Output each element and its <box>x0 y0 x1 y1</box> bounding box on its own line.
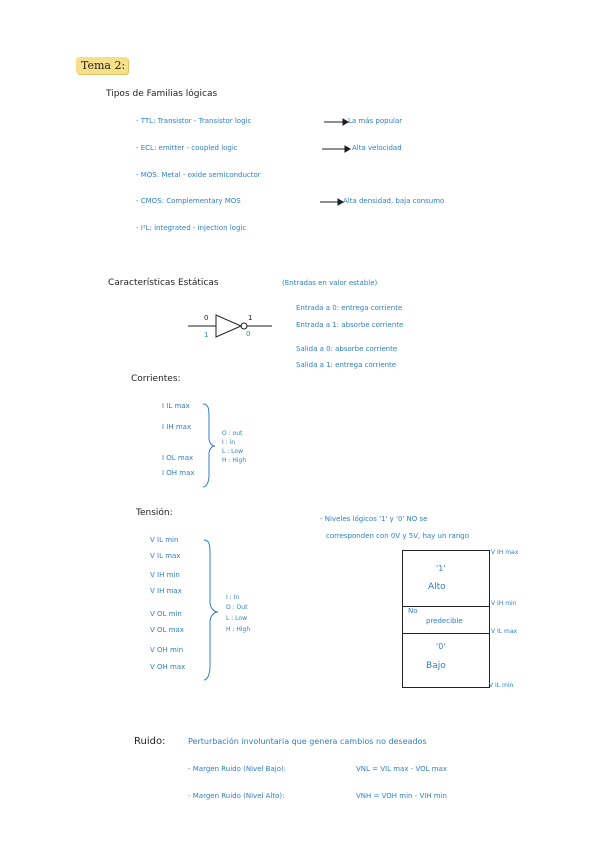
niveles-note-line2: corresponden con 0V y 5V, hay un rango <box>326 532 469 540</box>
corriente-iih-max: I IH max <box>162 423 192 431</box>
corriente-iol-max: I OL max <box>162 454 194 462</box>
level-alto-digit: '1' <box>436 564 446 573</box>
family-ttl: - TTL: Transistor - Transistor logic <box>136 117 252 125</box>
corriente-legend-l: L : Low <box>222 448 243 455</box>
family-cmos: - CMOS: Complementary MOS <box>136 197 241 205</box>
tension-vil-max: V IL max <box>150 552 181 560</box>
corrientes-brace <box>203 404 215 487</box>
tension-vil-min: V IL min <box>150 536 179 544</box>
level-label-vih-max: V IH max <box>491 549 519 556</box>
note-salida-1: Salida a 1: entrega corriente <box>296 361 397 369</box>
ruido-definition: Perturbación involuntaria que genera cambios no deseados <box>188 737 427 746</box>
gate-out-top: 1 <box>248 314 253 322</box>
static-heading: Características Estáticas <box>108 278 219 288</box>
tension-brace <box>204 540 218 680</box>
tension-vih-max: V IH max <box>150 587 182 595</box>
arrow-ecl-head <box>345 146 350 152</box>
tension-heading: Tensión: <box>136 508 173 518</box>
gate-in-top: 0 <box>204 314 209 322</box>
level-alto: Alto <box>428 582 446 592</box>
family-ecl: - ECL: emitter - coupled logic <box>136 144 238 152</box>
level-bajo: Bajo <box>426 661 446 671</box>
level-label-vil-max: V IL max <box>491 628 518 635</box>
families-heading: Tipos de Familias lógicas <box>106 89 218 99</box>
gate-out-bottom: 0 <box>246 330 251 338</box>
note-entrada-0: Entrada a 0: entrega corriente <box>296 304 403 312</box>
margen-bajo-formula: VNL = VIL max - VOL max <box>356 765 447 773</box>
family-cmos-note: Alta densidad, baja consumo <box>343 197 445 205</box>
corriente-iil-max: I IL max <box>162 402 190 410</box>
gate-in-bottom: 1 <box>204 331 209 339</box>
niveles-note-line1: - Niveles lógicos '1' y '0' NO se <box>320 515 428 523</box>
level-bajo-digit: '0' <box>436 642 446 651</box>
corriente-legend-i: I : in <box>222 439 236 446</box>
level-label-vil-min: V IL min <box>489 682 514 689</box>
family-mos: - MOS: Metal - oxide semiconductor <box>136 171 261 179</box>
tension-legend-h: H : High <box>226 626 251 633</box>
tension-vol-min: V OL min <box>150 610 182 618</box>
tension-vol-max: V OL max <box>150 626 184 634</box>
family-ecl-note: Alta velocidad <box>352 144 402 152</box>
margen-bajo-label: - Margen Ruido (Nivel Bajo): <box>188 765 287 773</box>
tension-vih-min: V IH min <box>150 571 180 579</box>
margen-alto-label: - Margen Ruido (Nivel Alto): <box>188 792 285 800</box>
margen-alto-formula: VNH = VOH min - VIH min <box>356 792 447 800</box>
arrow-ttl-head <box>343 119 348 125</box>
family-i2l: - I²L: integrated - injection logic <box>136 224 247 232</box>
level-undef-1: No <box>408 607 418 615</box>
not-gate-icon <box>216 315 241 337</box>
corriente-ioh-max: I OH max <box>162 469 195 477</box>
ruido-heading: Ruido: <box>134 736 166 747</box>
corriente-legend-o: O : out <box>222 430 243 437</box>
arrow-cmos-head <box>338 199 343 205</box>
level-undef-2: predecible <box>426 617 463 625</box>
corrientes-heading: Corrientes: <box>131 374 181 384</box>
note-salida-0: Salida a 0: absorbe corriente <box>296 345 398 353</box>
corriente-legend-h: H : High <box>222 457 247 464</box>
tension-voh-min: V OH min <box>150 646 184 654</box>
tension-legend-o: O : Out <box>226 604 248 611</box>
tension-legend-l: L : Low <box>226 615 247 622</box>
page-title: Tema 2: <box>81 59 126 72</box>
tension-legend-i: I : In <box>226 594 240 601</box>
tension-voh-max: V OH max <box>150 663 186 671</box>
family-ttl-note: La más popular <box>348 117 403 125</box>
static-subheading: (Entradas en valor estable) <box>282 279 378 287</box>
note-entrada-1: Entrada a 1: absorbe corriente <box>296 321 404 329</box>
level-label-vih-min: V IH min <box>491 600 517 607</box>
